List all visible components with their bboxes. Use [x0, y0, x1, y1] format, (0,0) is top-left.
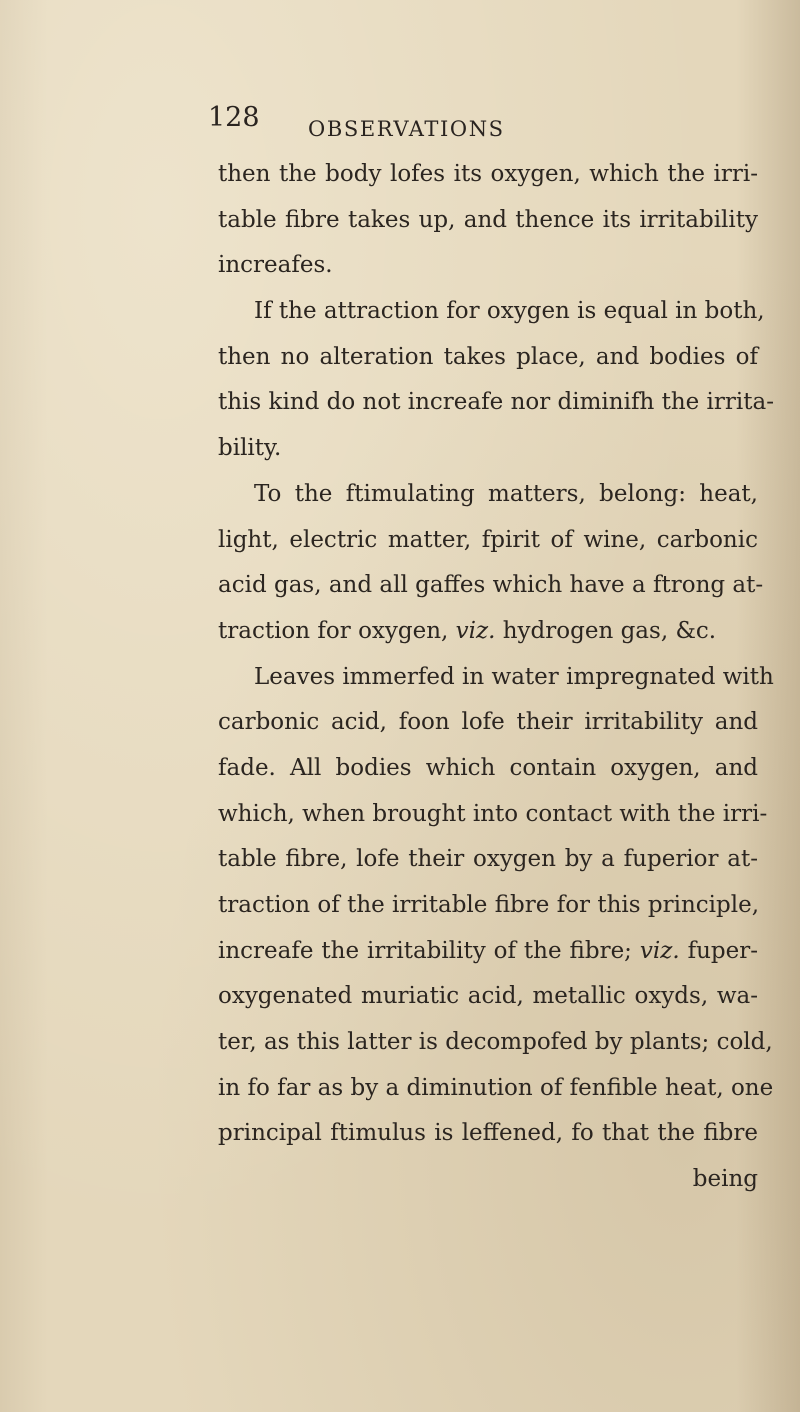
text-line: in fo far as by a diminution of fenfible heat, one — [218, 1074, 774, 1101]
text-line: traction of the irritable fibre for this principle, — [218, 892, 760, 918]
text-line: increafe the irritability of the fibre; viz. fuper- — [218, 937, 758, 964]
text-line: bility. — [218, 435, 282, 462]
page-header — [0, 102, 800, 142]
text-line: then no alteration takes place, and bodies of — [218, 343, 758, 370]
text-line: fade. All bodies which contain oxygen, and — [218, 754, 758, 781]
text-line: If the attraction for oxygen is equal in both, — [254, 298, 765, 325]
text-line: traction for oxygen, viz. hydrogen gas, &c. — [218, 617, 717, 644]
text-line: To the ftimulating matters, belong: heat, — [254, 480, 758, 507]
text-line: this kind do not increafe nor diminifh the irrita- — [218, 389, 774, 416]
text-line: Leaves immerfed in water impregnated with — [254, 663, 774, 690]
text-line: table fibre, lofe their oxygen by a fuperior at- — [218, 846, 758, 873]
catchword: being — [692, 1166, 758, 1193]
text-line: principal ftimulus is leffened, fo that the fibre — [218, 1120, 758, 1147]
text-line: increafes. — [218, 252, 333, 279]
running-head: OBSERVATIONS — [308, 117, 505, 141]
text-line: oxygenated muriatic acid, metallic oxyds, wa- — [218, 983, 758, 1010]
text-line: carbonic acid, foon lofe their irritability and — [218, 709, 758, 736]
text-line: then the body lofes its oxygen, which the irri- — [218, 161, 758, 187]
page-number: 128 — [208, 102, 260, 133]
text-line: which, when brought into contact with the irri- — [218, 800, 768, 827]
body-text — [218, 152, 774, 1203]
text-line: ter, as this latter is decompofed by plants; cold, — [218, 1029, 773, 1056]
text-line: acid gas, and all gaffes which have a ftrong at- — [218, 572, 764, 599]
text-line: light, electric matter, fpirit of wine, carbonic — [218, 526, 758, 553]
text-line: table fibre takes up, and thence its irritability — [218, 206, 758, 233]
